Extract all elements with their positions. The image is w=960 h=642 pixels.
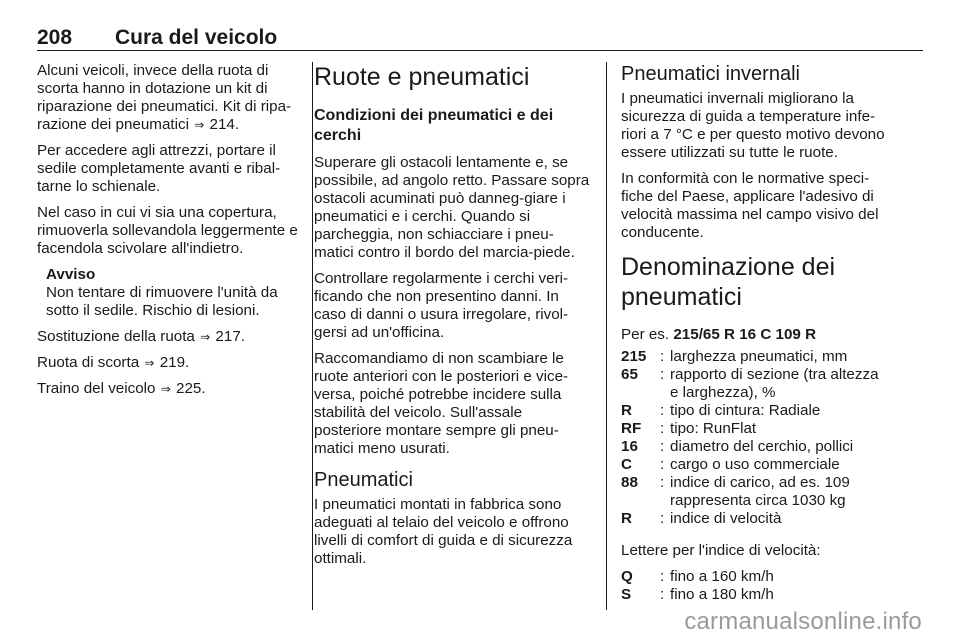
cross-reference: Sostituzione della ruota ⇒ 217. — [37, 328, 245, 345]
table-row — [621, 568, 774, 586]
speed-index-table — [621, 568, 774, 604]
table-row — [621, 438, 891, 456]
code-meaning: fino a 160 km/h — [670, 568, 774, 585]
separator: : — [660, 586, 665, 603]
separator: : — [660, 438, 665, 455]
header-divider — [37, 50, 923, 51]
separator: : — [660, 456, 665, 473]
code-key: S — [621, 586, 632, 603]
column-left — [37, 62, 303, 406]
column-divider-2 — [606, 62, 607, 610]
section-heading: Ruote e pneumatici — [314, 63, 530, 91]
paragraph: Per accedere agli attrezzi, portare il sedile completamente avanti e ribal-tarne lo schienale. — [37, 142, 281, 195]
code-meaning: indice di velocità — [670, 510, 782, 527]
page-number: 208 — [37, 26, 73, 49]
separator: : — [660, 420, 665, 437]
separator: : — [660, 568, 665, 585]
page-reference-link[interactable]: 219. — [159, 354, 190, 371]
table-row — [621, 474, 891, 510]
separator: : — [660, 348, 665, 365]
code-key: RF — [621, 420, 642, 437]
code-key: 65 — [621, 366, 638, 383]
section-heading: Denominazione dei pneumatici — [621, 253, 836, 311]
paragraph: Alcuni veicoli, invece della ruota di scorta hanno in dotazione un kit di riparazione dei pneumatici. Kit di ripa-razione dei pneumatici ⇒ 214. — [37, 62, 292, 133]
arrow-right-icon: ⇒ — [200, 330, 211, 344]
separator: : — [660, 510, 665, 527]
tyre-code-example: Per es. 215/65 R 16 C 109 R — [621, 326, 817, 343]
note-title: Avviso — [46, 266, 96, 283]
page-header — [37, 26, 277, 50]
cross-reference: Ruota di scorta ⇒ 219. — [37, 354, 190, 371]
code-key: 215 — [621, 348, 647, 365]
tyre-code-table — [621, 348, 891, 528]
code-meaning: indice di carico, ad es. 109 rappresenta circa 1030 kg — [670, 474, 850, 509]
column-divider-1 — [312, 62, 313, 610]
column-right — [621, 62, 891, 618]
watermark: carmanualsonline.info — [684, 608, 922, 635]
table-row — [621, 420, 891, 438]
arrow-right-icon: ⇒ — [194, 118, 205, 132]
separator: : — [660, 474, 665, 491]
table-row — [621, 586, 774, 604]
page-reference-link[interactable]: 217. — [215, 328, 245, 345]
chapter-title: Cura del veicolo — [115, 26, 278, 49]
paragraph: In conformità con le normative speci-fiche del Paese, applicare l'adesivo di velocità massima nel campo visivo del conducente. — [621, 170, 879, 241]
code-meaning: rapporto di sezione (tra altezza e larghezza), % — [670, 366, 879, 401]
cross-reference: Traino del veicolo ⇒ 225. — [37, 380, 206, 397]
paragraph: Raccomandiamo di non scambiare le ruote anteriori con le posteriori e vice-versa, poiché potrebbe incidere sulla stabilità del veicolo. Sull'assale posteriore montare sempre gli pneu-matici meno usurati. — [314, 350, 569, 457]
code-meaning: fino a 180 km/h — [670, 586, 774, 603]
table-row — [621, 510, 891, 528]
note-text: Non tentare di rimuovere l'unità da sotto il sedile. Rischio di lesioni. — [46, 284, 278, 319]
arrow-right-icon: ⇒ — [144, 356, 155, 370]
paragraph: I pneumatici invernali migliorano la sicurezza di guida a temperature infe-riori a 7 °C e per questo motivo devono essere utilizzati su tutte le ruote. — [621, 90, 885, 161]
subsection-heading: Pneumatici invernali — [621, 63, 800, 85]
paragraph: Nel caso in cui vi sia una copertura, rimuoverla sollevandola leggermente e facendola scivolare all'indietro. — [37, 204, 298, 257]
code-key: R — [621, 402, 632, 419]
code-key: 16 — [621, 438, 638, 455]
table-row — [621, 456, 891, 474]
code-key: Q — [621, 568, 633, 585]
table-row — [621, 402, 891, 420]
note-box — [46, 266, 303, 320]
code-key: 88 — [621, 474, 638, 491]
table-row — [621, 348, 891, 366]
separator: : — [660, 402, 665, 419]
table-row — [621, 366, 891, 402]
page-reference-link[interactable]: 225. — [176, 380, 206, 397]
code-meaning: tipo: RunFlat — [670, 420, 757, 437]
code-meaning: diametro del cerchio, pollici — [670, 438, 854, 455]
code-meaning: larghezza pneumatici, mm — [670, 348, 848, 365]
paragraph: Controllare regolarmente i cerchi veri-ficando che non presentino danni. In caso di danni o usura irregolare, rivol-gersi ad un'officina. — [314, 270, 569, 341]
separator: : — [660, 366, 665, 383]
arrow-right-icon: ⇒ — [160, 382, 171, 396]
paragraph: Superare gli ostacoli lentamente e, se possibile, ad angolo retto. Passare sopra ostacoli acuminati può danneg-giare i pneumatici e i cerchi. Quando si parcheggia, non schiacciare i pneu-matici contro il bordo del marcia-piede. — [314, 154, 590, 261]
code-key: C — [621, 456, 632, 473]
subsection-heading: Condizioni dei pneumatici e dei cerchi — [314, 107, 554, 144]
column-middle — [314, 62, 591, 576]
paragraph: I pneumatici montati in fabbrica sono adeguati al telaio del veicolo e offrono livelli di comfort di guida e di sicurezza ottimali. — [314, 496, 573, 567]
code-key: R — [621, 510, 632, 527]
paragraph: Lettere per l'indice di velocità: — [621, 542, 821, 559]
page-reference-link[interactable]: 214. — [209, 116, 240, 133]
code-meaning: cargo o uso commerciale — [670, 456, 840, 473]
subsection-heading: Pneumatici — [314, 469, 413, 491]
code-meaning: tipo di cintura: Radiale — [670, 402, 821, 419]
